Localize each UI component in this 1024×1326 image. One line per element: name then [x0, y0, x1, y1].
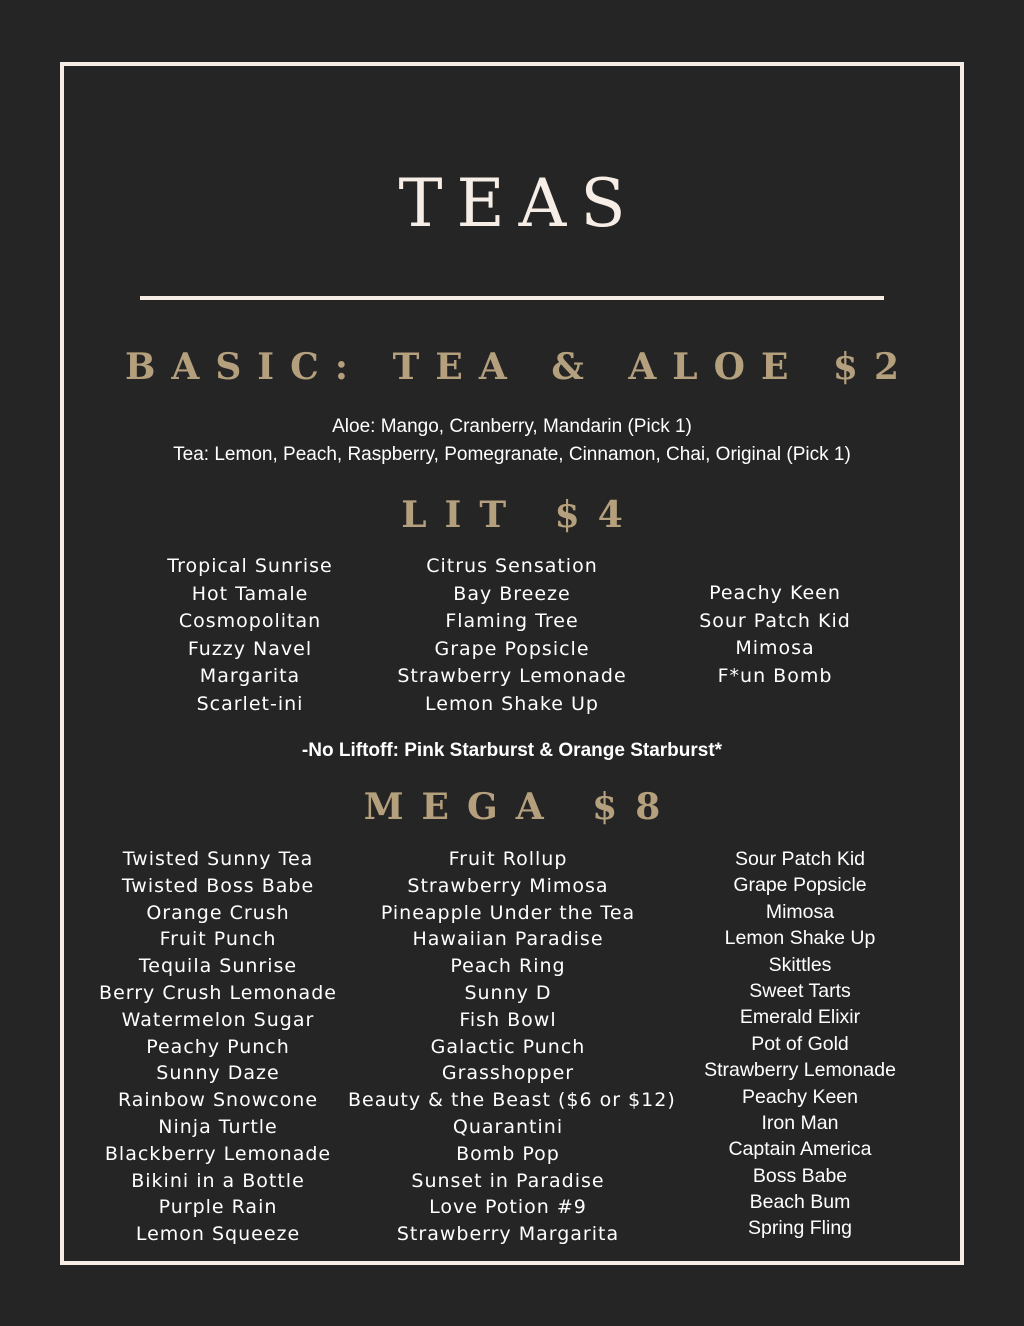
menu-item: Cosmopolitan — [178, 610, 322, 633]
lit-heading: LIT $4 — [401, 494, 641, 536]
menu-item: Sunny Daze — [156, 1062, 280, 1085]
menu-item: Flaming Tree — [445, 610, 579, 633]
menu-item: Twisted Boss Babe — [121, 874, 315, 897]
menu-item: Bay Breeze — [453, 582, 571, 605]
mega-column-1 — [90, 846, 346, 1248]
menu-item: Berry Crush Lemonade — [99, 981, 337, 1004]
menu-item: Strawberry Margarita — [396, 1223, 620, 1246]
mega-column-2 — [348, 846, 676, 1248]
menu-item: Galactic Punch — [430, 1035, 586, 1058]
menu-item: Spring Fling — [747, 1217, 853, 1240]
menu-item: Twisted Sunny Tea — [122, 848, 314, 870]
lit-note: -No Liftoff: Pink Starburst & Orange Starburst* — [301, 740, 723, 761]
menu-item: Fuzzy Navel — [187, 637, 313, 660]
menu-item: Tequila Sunrise — [138, 955, 298, 978]
menu-item: Boss Babe — [752, 1164, 848, 1187]
menu-item: Sunset in Paradise — [411, 1169, 605, 1192]
aloe-options: Aloe: Mango, Cranberry, Mandarin (Pick 1) — [332, 416, 692, 437]
menu-item: Beach Bum — [749, 1191, 851, 1214]
menu-item: Tropical Sunrise — [167, 555, 333, 577]
menu-item: Grape Popsicle — [733, 874, 867, 897]
menu-item: Margarita — [199, 665, 301, 688]
lit-column-2 — [382, 553, 642, 719]
menu-item: Iron Man — [761, 1111, 839, 1134]
menu-item: Watermelon Sugar — [121, 1008, 315, 1031]
menu-item: Peachy Keen — [709, 582, 841, 604]
menu-item: Mimosa — [735, 637, 815, 660]
menu-item: Scarlet-ini — [196, 692, 304, 715]
menu-item: Strawberry Lemonade — [397, 665, 627, 688]
menu-item: Fruit Rollup — [448, 848, 568, 870]
page-title: TEAS — [398, 165, 640, 242]
lit-column-1 — [150, 553, 350, 719]
menu-item: Sunny D — [464, 981, 552, 1004]
menu-item: Citrus Sensation — [426, 555, 598, 577]
menu-item: Blackberry Lemonade — [104, 1142, 332, 1165]
menu-item: Lemon Squeeze — [135, 1223, 301, 1246]
menu-item: Hot Tamale — [191, 582, 309, 605]
mega-column-3 — [690, 846, 910, 1242]
menu-item: Pot of Gold — [751, 1032, 849, 1055]
menu-item: Sweet Tarts — [749, 979, 851, 1002]
menu-item: Purple Rain — [158, 1196, 278, 1219]
menu-item: Orange Crush — [146, 901, 290, 924]
menu-item: Lemon Shake Up — [724, 927, 876, 950]
menu-item: Strawberry Lemonade — [704, 1059, 896, 1082]
menu-item: Bikini in a Bottle — [131, 1169, 305, 1192]
menu-item: Love Potion #9 — [429, 1196, 587, 1219]
menu-item: Bomb Pop — [456, 1142, 560, 1165]
menu-item: Hawaiian Paradise — [412, 928, 604, 951]
menu-item: Peachy Keen — [741, 1085, 858, 1108]
menu-item: Skittles — [768, 953, 832, 976]
menu-item: Pineapple Under the Tea — [380, 901, 636, 924]
menu-item: Beauty & the Beast ($6 or $12) — [348, 1089, 676, 1112]
tea-options: Tea: Lemon, Peach, Raspberry, Pomegranate, Cinnamon, Chai, Original (Pick 1) — [173, 444, 851, 465]
menu-item: Grape Popsicle — [434, 637, 590, 660]
menu-item: Mimosa — [765, 900, 835, 923]
menu-item: Peachy Punch — [146, 1035, 290, 1058]
menu-item: Lemon Shake Up — [425, 692, 599, 715]
mega-heading: MEGA $8 — [363, 786, 679, 828]
menu-item: Emerald Elixir — [739, 1006, 861, 1029]
menu-item: Ninja Turtle — [158, 1115, 278, 1138]
basic-heading: BASIC: TEA & ALOE $2 — [124, 346, 916, 388]
menu-item: F*un Bomb — [717, 664, 833, 687]
menu-item: Grasshopper — [441, 1062, 575, 1085]
menu-item: Fish Bowl — [459, 1008, 557, 1031]
menu-item: Captain America — [728, 1138, 872, 1161]
lit-column-3 — [675, 580, 875, 690]
menu-item: Peach Ring — [450, 955, 566, 978]
menu-item: Fruit Punch — [159, 928, 277, 951]
title-divider — [140, 296, 884, 300]
menu-item: Quarantini — [452, 1115, 564, 1138]
menu-item: Sour Patch Kid — [734, 848, 866, 870]
menu-item: Rainbow Snowcone — [117, 1089, 319, 1112]
menu-item: Sour Patch Kid — [699, 609, 851, 632]
menu-item: Strawberry Mimosa — [407, 874, 609, 897]
